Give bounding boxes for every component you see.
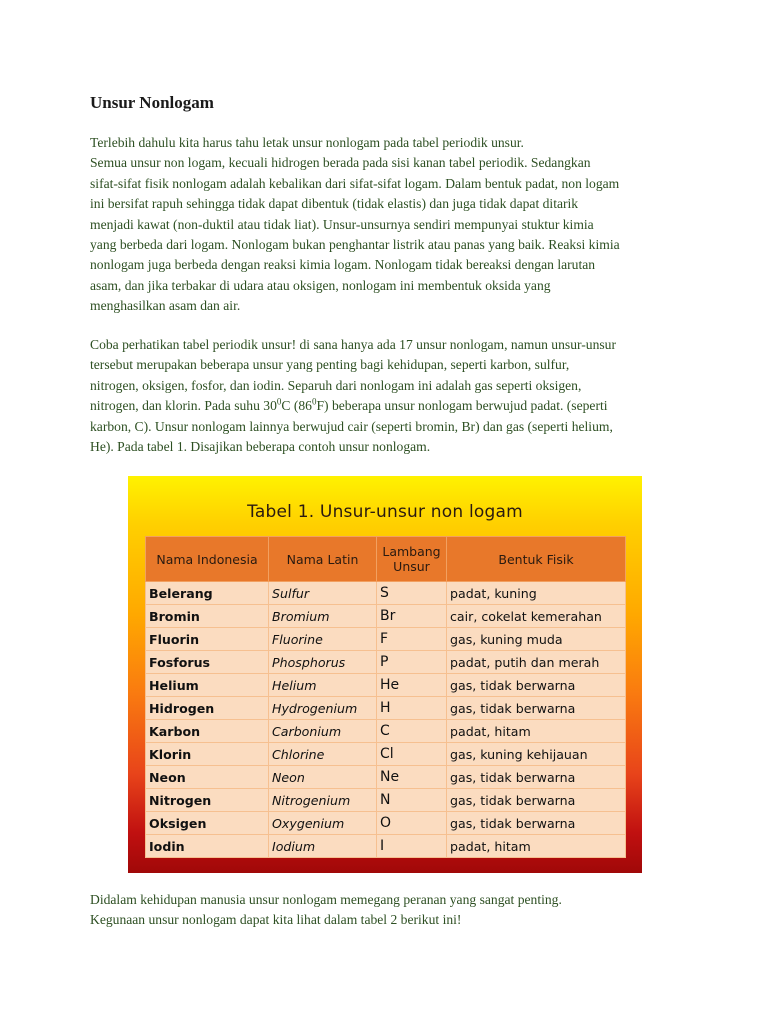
cell-physical-form: gas, tidak berwarna bbox=[447, 789, 626, 812]
column-header-latin-name: Nama Latin bbox=[269, 537, 377, 582]
text-line: nonlogam juga berbeda dengan reaksi kimia logam. Nonlogam tidak bereaksi dengan larutan bbox=[90, 257, 596, 273]
cell-indonesian-name: Fluorin bbox=[146, 628, 269, 651]
cell-symbol: He bbox=[377, 674, 447, 697]
text-line: yang berbeda dari logam. Nonlogam bukan penghantar listrik atau panas yang baik. Reaksi kimia bbox=[90, 237, 620, 253]
table-row bbox=[146, 743, 626, 766]
cell-symbol: I bbox=[377, 835, 447, 858]
text-line: karbon, C). Unsur nonlogam lainnya berwujud cair (seperti bromin, Br) dan gas (seperti helium, bbox=[90, 418, 613, 434]
cell-symbol: N bbox=[377, 789, 447, 812]
cell-physical-form: padat, hitam bbox=[447, 720, 626, 743]
cell-latin-name: Helium bbox=[269, 674, 377, 697]
text-fragment: C (86 bbox=[281, 398, 312, 414]
cell-physical-form: padat, kuning bbox=[447, 582, 626, 605]
table-row bbox=[146, 651, 626, 674]
table-row bbox=[146, 812, 626, 835]
cell-indonesian-name: Belerang bbox=[146, 582, 269, 605]
column-header-indonesian-name: Nama Indonesia bbox=[146, 537, 269, 582]
cell-latin-name: Sulfur bbox=[269, 582, 377, 605]
text-line: tersebut merupakan beberapa unsur yang penting bagi kehidupan, seperti karbon, sulfur, bbox=[90, 357, 570, 373]
text-line: sifat-sifat fisik nonlogam adalah kebalikan dari sifat-sifat logam. Dalam bentuk padat, non logam bbox=[90, 175, 620, 191]
nonmetal-table-figure bbox=[128, 476, 642, 873]
table-row bbox=[146, 835, 626, 858]
text-line: ini bersifat rapuh sehingga tidak dapat dibentuk (tidak elastis) dan juga tidak dapat ditarik bbox=[90, 196, 579, 212]
page-title: Unsur Nonlogam bbox=[90, 93, 214, 112]
cell-indonesian-name: Bromin bbox=[146, 605, 269, 628]
cell-symbol: Cl bbox=[377, 743, 447, 766]
text-line: Semua unsur non logam, kecuali hidrogen berada pada sisi kanan tabel periodik. Sedangkan bbox=[90, 155, 591, 171]
cell-physical-form: gas, tidak berwarna bbox=[447, 697, 626, 720]
cell-symbol: F bbox=[377, 628, 447, 651]
text-line: Didalam kehidupan manusia unsur nonlogam memegang peranan yang sangat penting. bbox=[90, 892, 562, 907]
cell-physical-form: gas, tidak berwarna bbox=[447, 766, 626, 789]
cell-symbol: H bbox=[377, 697, 447, 720]
closing-paragraph bbox=[90, 890, 690, 931]
periodic-table-paragraph bbox=[90, 335, 690, 457]
cell-indonesian-name: Fosforus bbox=[146, 651, 269, 674]
cell-indonesian-name: Oksigen bbox=[146, 812, 269, 835]
table-row bbox=[146, 789, 626, 812]
cell-physical-form: padat, hitam bbox=[447, 835, 626, 858]
table-row bbox=[146, 582, 626, 605]
cell-latin-name: Oxygenium bbox=[269, 812, 377, 835]
cell-indonesian-name: Nitrogen bbox=[146, 789, 269, 812]
cell-symbol: S bbox=[377, 582, 447, 605]
cell-physical-form: gas, kuning muda bbox=[447, 628, 626, 651]
cell-indonesian-name: Hidrogen bbox=[146, 697, 269, 720]
cell-latin-name: Fluorine bbox=[269, 628, 377, 651]
cell-physical-form: gas, tidak berwarna bbox=[447, 812, 626, 835]
intro-paragraph bbox=[90, 133, 690, 317]
cell-physical-form: gas, tidak berwarna bbox=[447, 674, 626, 697]
table-row bbox=[146, 720, 626, 743]
table-row bbox=[146, 605, 626, 628]
text-line: menjadi kawat (non-duktil atau tidak liat). Unsur-unsurnya sendiri mempunyai stuktur kimia bbox=[90, 216, 594, 232]
cell-latin-name: Bromium bbox=[269, 605, 377, 628]
text-line: He). Pada tabel 1. Disajikan beberapa contoh unsur nonlogam. bbox=[90, 439, 431, 455]
cell-physical-form: padat, putih dan merah bbox=[447, 651, 626, 674]
cell-latin-name: Iodium bbox=[269, 835, 377, 858]
text-line: asam, dan jika terbakar di udara atau oksigen, nonlogam ini membentuk oksida yang bbox=[90, 277, 551, 293]
text-fragment: nitrogen, dan klorin. Pada suhu 30 bbox=[90, 398, 277, 414]
cell-latin-name: Carbonium bbox=[269, 720, 377, 743]
cell-indonesian-name: Iodin bbox=[146, 835, 269, 858]
nonmetal-table bbox=[145, 536, 626, 858]
cell-indonesian-name: Neon bbox=[146, 766, 269, 789]
cell-symbol: O bbox=[377, 812, 447, 835]
cell-latin-name: Neon bbox=[269, 766, 377, 789]
cell-latin-name: Hydrogenium bbox=[269, 697, 377, 720]
cell-latin-name: Nitrogenium bbox=[269, 789, 377, 812]
degree-superscript: 0 bbox=[276, 396, 282, 407]
table-header-row bbox=[146, 537, 626, 582]
table-row bbox=[146, 628, 626, 651]
text-line: Terlebih dahulu kita harus tahu letak unsur nonlogam pada tabel periodik unsur. bbox=[90, 135, 524, 150]
cell-indonesian-name: Karbon bbox=[146, 720, 269, 743]
text-line: Kegunaan unsur nonlogam dapat kita lihat dalam tabel 2 berikut ini! bbox=[90, 912, 462, 928]
table-row bbox=[146, 674, 626, 697]
text-line: Coba perhatikan tabel periodik unsur! di sana hanya ada 17 unsur nonlogam, namun unsur-unsur bbox=[90, 337, 616, 352]
column-header-physical-form: Bentuk Fisik bbox=[447, 537, 626, 582]
table-row bbox=[146, 766, 626, 789]
text-fragment: F) beberapa unsur nonlogam berwujud padat. (seperti bbox=[316, 398, 608, 414]
temperature-line bbox=[90, 396, 690, 416]
cell-symbol: Ne bbox=[377, 766, 447, 789]
text-line: menghasilkan asam dan air. bbox=[90, 298, 241, 314]
cell-latin-name: Phosphorus bbox=[269, 651, 377, 674]
cell-physical-form: gas, kuning kehijauan bbox=[447, 743, 626, 766]
column-header-symbol: Lambang Unsur bbox=[377, 537, 447, 582]
cell-symbol: C bbox=[377, 720, 447, 743]
table-caption: Tabel 1. Unsur-unsur non logam bbox=[247, 502, 523, 522]
table-row bbox=[146, 697, 626, 720]
cell-symbol: P bbox=[377, 651, 447, 674]
cell-symbol: Br bbox=[377, 605, 447, 628]
degree-superscript: 0 bbox=[311, 396, 317, 407]
cell-indonesian-name: Helium bbox=[146, 674, 269, 697]
cell-indonesian-name: Klorin bbox=[146, 743, 269, 766]
cell-latin-name: Chlorine bbox=[269, 743, 377, 766]
text-line: nitrogen, oksigen, fosfor, dan iodin. Separuh dari nonlogam ini adalah gas seperti oksigen, bbox=[90, 377, 582, 393]
cell-physical-form: cair, cokelat kemerahan bbox=[447, 605, 626, 628]
table-body bbox=[146, 582, 626, 858]
